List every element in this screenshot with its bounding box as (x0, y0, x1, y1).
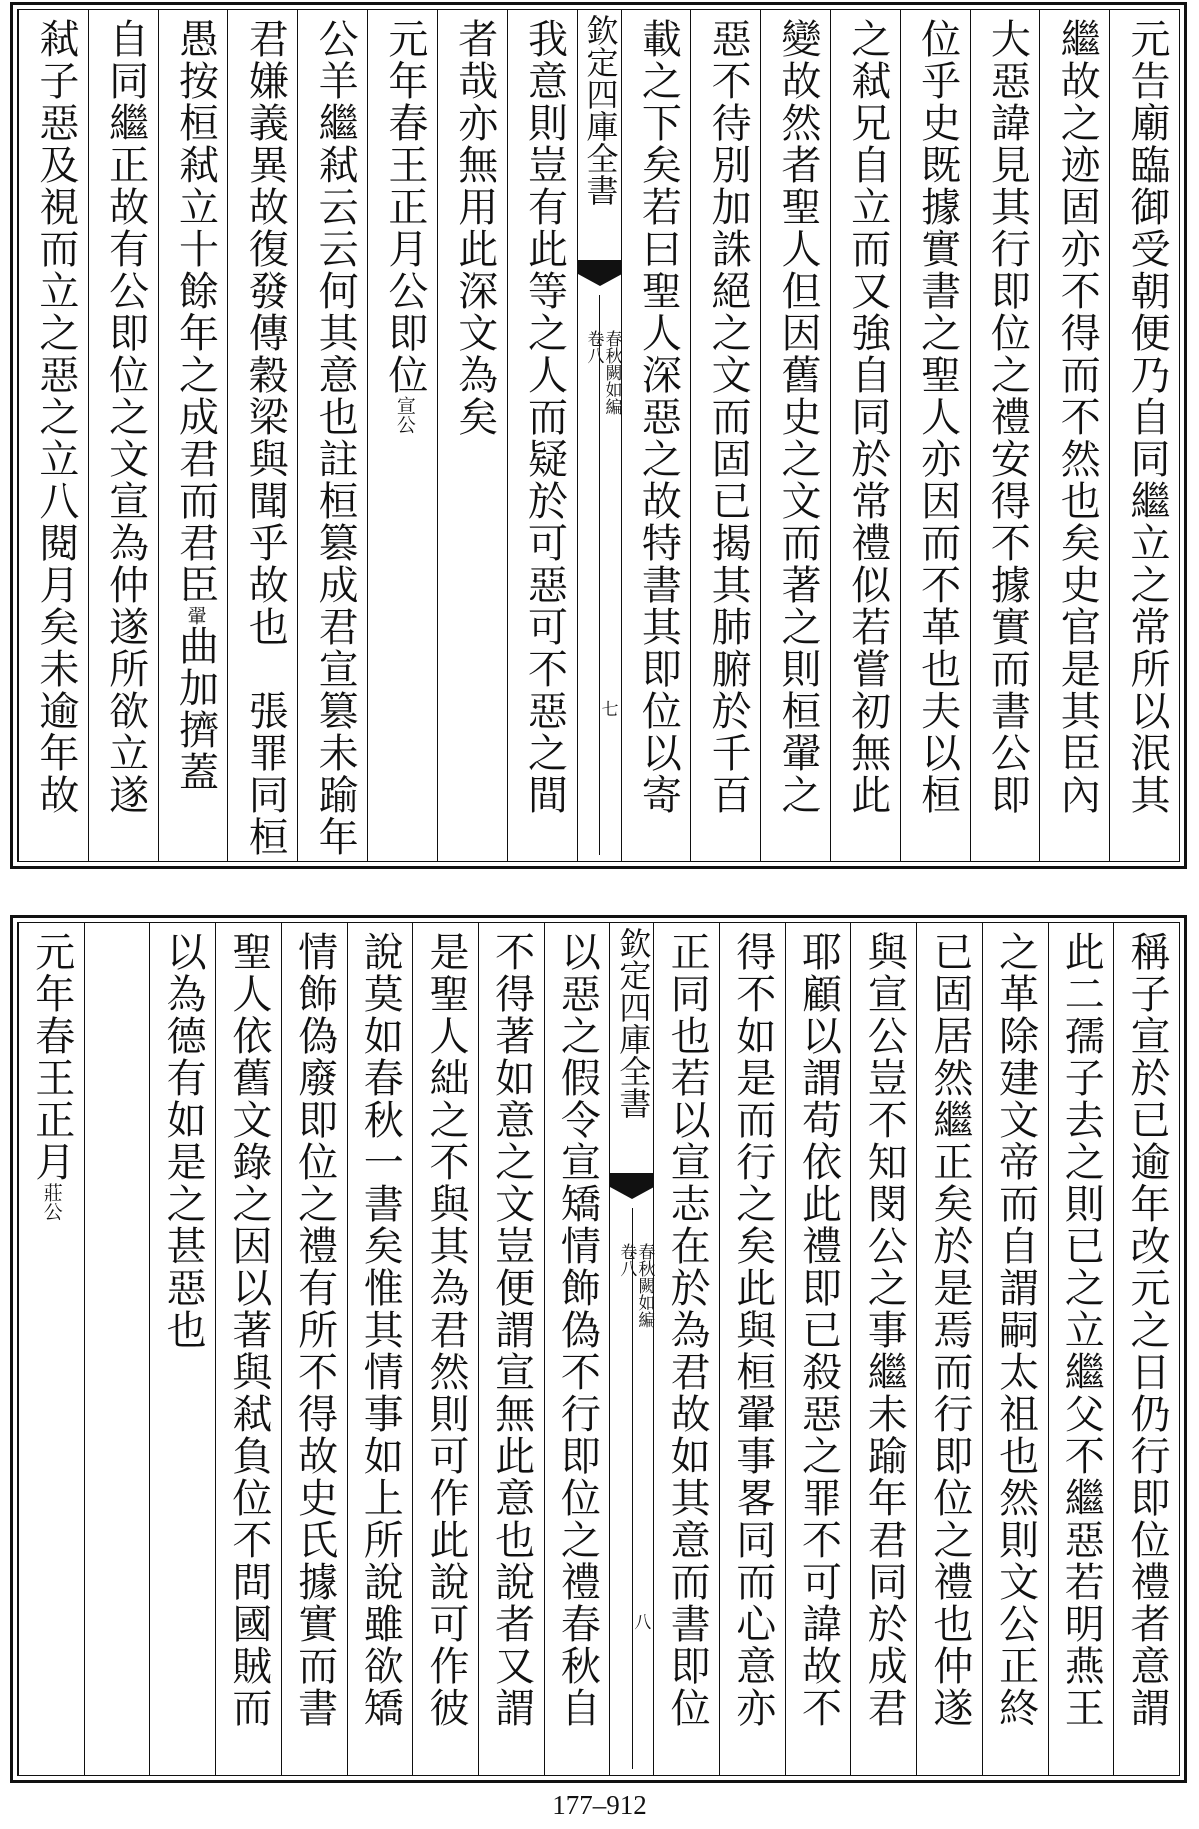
page-number: 177–912 (552, 1790, 647, 1820)
column-text (19, 931, 84, 1775)
column-text: 不得著如意之文豈便謂宣無此意也說者又謂 (488, 931, 535, 1729)
library-title: 欽定四庫全書 (614, 927, 653, 1119)
text-column (18, 923, 84, 1775)
text-column (830, 10, 900, 861)
text-column (900, 10, 970, 861)
column-text: 得不如是而行之矣此與桓翬事畧同而心意亦 (729, 931, 776, 1729)
entry-heading: 元年春王正月公即位 (381, 18, 428, 396)
column-text: 以惡之假令宣矯情飾偽不行即位之禮春秋自 (554, 931, 601, 1729)
text-column (1109, 10, 1179, 861)
column-text (85, 931, 150, 1775)
text-column (1039, 10, 1109, 861)
column-text: 稱子宣於已逾年改元之日仍行即位禮者意謂 (1124, 931, 1170, 1729)
column-text (159, 18, 228, 861)
text-column (719, 923, 785, 1775)
column-text-part: 曲加擠蓋 (172, 625, 219, 793)
text-column (347, 923, 413, 1775)
text-column (412, 923, 478, 1775)
text-column (982, 923, 1048, 1775)
column-text-part: 愚按桓弒立十餘年之成君而君臣 (172, 18, 219, 606)
column-text: 元告廟臨御受朝便乃自同繼立之常所以泯其 (1124, 18, 1170, 816)
juan-number: 卷八 (616, 1243, 637, 1277)
half-page-top (10, 2, 1187, 869)
text-column (18, 10, 88, 861)
text-column (478, 923, 544, 1775)
column-text: 大惡諱見其行即位之禮安得不據實而書公即 (984, 18, 1031, 816)
entry-heading: 元年春王正月 (28, 931, 75, 1183)
book-title-text: 春秋闕如編 (634, 1243, 655, 1328)
column-text: 是聖人絀之不與其為君然則可作此說可作彼 (422, 931, 469, 1729)
text-column (653, 923, 719, 1775)
column-text: 與宣公豈不知閔公之事繼未踰年君同於成君 (861, 931, 908, 1729)
text-column (690, 10, 760, 861)
book-title-text: 春秋闕如編 (601, 330, 622, 415)
column-text: 位乎史既據實書之聖人亦因而不革也夫以桓 (914, 18, 961, 816)
text-column (544, 923, 610, 1775)
text-column (281, 923, 347, 1775)
column-text: 弒子惡及視而立之惡之立八閱月矣未逾年故 (32, 18, 79, 816)
column-text: 以為德有如是之甚惡也 (160, 931, 207, 1351)
column-text: 公羊繼弒云云何其意也註桓篡成君宣篡未踰年 (312, 18, 359, 858)
text-column (760, 10, 830, 861)
column-text: 之弒兄自立而又強自同於常禮似若嘗初無此 (844, 18, 891, 816)
center-fold (577, 10, 621, 861)
text-column (215, 923, 281, 1775)
text-column (437, 10, 507, 861)
text-column (158, 10, 228, 861)
book-title (578, 330, 621, 550)
text-column (84, 923, 150, 1775)
column-text: 惡不待別加誅絕之文而固已揭其肺腑於千百 (705, 18, 752, 816)
column-text: 此二孺子去之則已之立繼父不繼惡若明燕王 (1058, 931, 1105, 1729)
text-column (367, 10, 437, 861)
center-fold (609, 923, 653, 1775)
column-text: 繼故之迹固亦不得而不然也矣史官是其臣內 (1054, 18, 1101, 816)
text-column (297, 10, 367, 861)
juan-number: 卷八 (583, 330, 604, 364)
text-column (1113, 923, 1179, 1775)
fishtail-mark (610, 1173, 653, 1187)
column-text: 自同繼正故有公即位之文宣為仲遂所欲立遂 (102, 18, 149, 816)
column-text: 君嫌義異故復發傳穀梁與聞乎故也 張罪同桓 (242, 18, 289, 858)
column-text: 正同也若以宣志在於為君故如其意而書即位 (664, 931, 711, 1729)
half-page-bottom (10, 915, 1187, 1783)
text-column (621, 10, 691, 861)
book-title (610, 1243, 653, 1463)
column-text: 變故然者聖人但因舊史之文而著之則桓翬之 (774, 18, 821, 816)
text-column (227, 10, 297, 861)
column-text: 者哉亦無用此深文為矣 (451, 18, 498, 438)
column-text: 已固居然繼正矣於是焉而行即位之禮也仲遂 (926, 931, 973, 1729)
interlinear-note: 莊公 (40, 1183, 63, 1221)
column-text: 情飾偽廢即位之禮有所不得故史氏據實而書 (291, 931, 338, 1729)
column-text: 聖人依舊文錄之因以著與弒負位不問國賊而 (225, 931, 272, 1729)
interlinear-note: 宣公 (393, 396, 416, 434)
text-column (970, 10, 1040, 861)
text-column (850, 923, 916, 1775)
text-column (916, 923, 982, 1775)
text-column (785, 923, 851, 1775)
text-column (88, 10, 158, 861)
column-text (368, 18, 437, 861)
column-text: 載之下矣若曰聖人深惡之故特書其即位以寄 (635, 18, 682, 816)
folio-number: 八 (630, 1613, 651, 1630)
library-title: 欽定四庫全書 (581, 14, 620, 206)
fishtail-mark (578, 260, 621, 274)
text-column (1048, 923, 1114, 1775)
column-text: 耶顧以謂苟依此禮即已殺惡之罪不可諱故不 (795, 931, 842, 1729)
column-text: 說莫如春秋一書矣惟其情事如上所說雖欲矯 (357, 931, 404, 1729)
folio-number: 七 (597, 700, 618, 717)
column-text: 我意則豈有此等之人而疑於可惡可不惡之間 (521, 18, 568, 816)
column-text: 之革除建文帝而自謂嗣太祖也然則文公正終 (992, 931, 1039, 1729)
text-column (507, 10, 577, 861)
interlinear-note: 翬 (184, 606, 207, 625)
text-column (149, 923, 215, 1775)
